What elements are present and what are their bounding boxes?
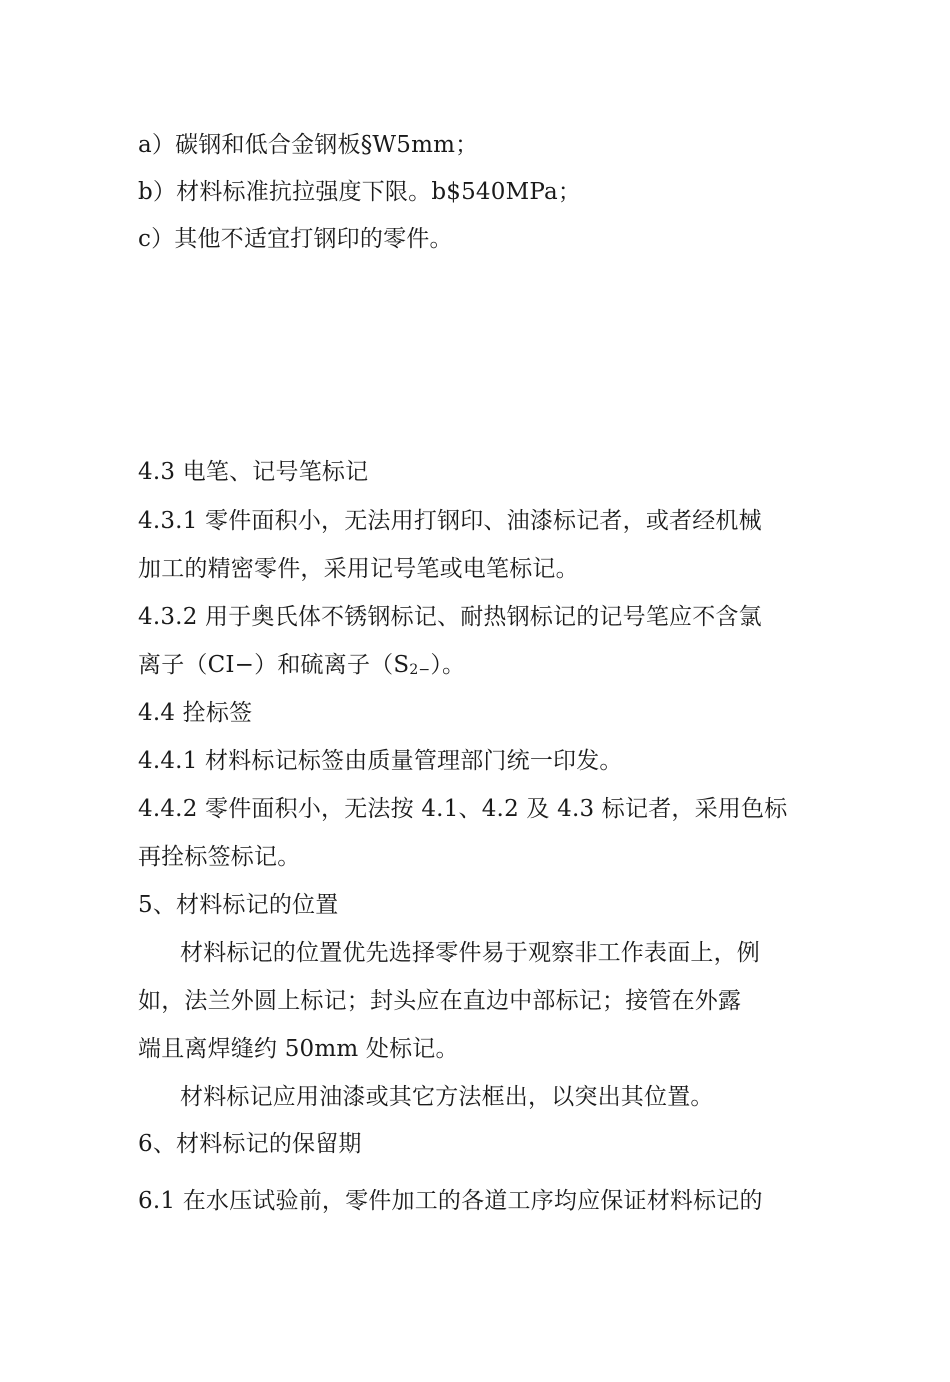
- paragraph-6-1-line-1: 6.1 在水压试验前，零件加工的各道工序均应保证材料标记的: [138, 1188, 763, 1214]
- paragraph-5-line-3: 端且离焊缝约 50mm 处标记。: [138, 1036, 459, 1062]
- paragraph-4-3-1-line-1: 4.3.1 零件面积小，无法用打钢印、油漆标记者，或者经机械: [138, 508, 762, 534]
- section-5-heading: 5、材料标记的位置: [138, 892, 339, 918]
- list-item-b: b）材料标准抗拉强度下限。b$540MPa；: [138, 179, 582, 205]
- paragraph-4-3-1-line-2: 加工的精密零件，采用记号笔或电笔标记。: [138, 556, 579, 582]
- section-6-heading: 6、材料标记的保留期: [138, 1131, 362, 1157]
- paragraph-4-4-2-line-2: 再拴标签标记。: [138, 844, 301, 870]
- line-end-text: ）。: [430, 652, 466, 678]
- paragraph-5-2: 材料标记应用油漆或其它方法框出，以突出其位置。: [180, 1084, 714, 1110]
- sulfide-charge: 2−: [409, 662, 431, 678]
- paragraph-4-3-2-line-1: 4.3.2 用于奥氏体不锈钢标记、耐热钢标记的记号笔应不含氯: [138, 604, 762, 630]
- chloride-text: 离子（CI−）和硫离子（S: [138, 652, 410, 678]
- section-4-4-heading: 4.4 拴标签: [138, 700, 253, 726]
- paragraph-4-4-1: 4.4.1 材料标记标签由质量管理部门统一印发。: [138, 748, 623, 774]
- paragraph-5-line-1: 材料标记的位置优先选择零件易于观察非工作表面上，例: [180, 940, 760, 966]
- list-item-a: a）碳钢和低合金钢板§W5mm；: [138, 132, 479, 158]
- list-item-c: c）其他不适宜打钢印的零件。: [138, 226, 453, 252]
- paragraph-4-3-2-line-2: [138, 650, 465, 685]
- section-4-3-heading: 4.3 电笔、记号笔标记: [138, 459, 369, 485]
- paragraph-4-4-2-line-1: 4.4.2 零件面积小，无法按 4.1、4.2 及 4.3 标记者，采用色标: [138, 796, 788, 822]
- paragraph-5-line-2: 如，法兰外圆上标记；封头应在直边中部标记；接管在外露: [138, 988, 742, 1014]
